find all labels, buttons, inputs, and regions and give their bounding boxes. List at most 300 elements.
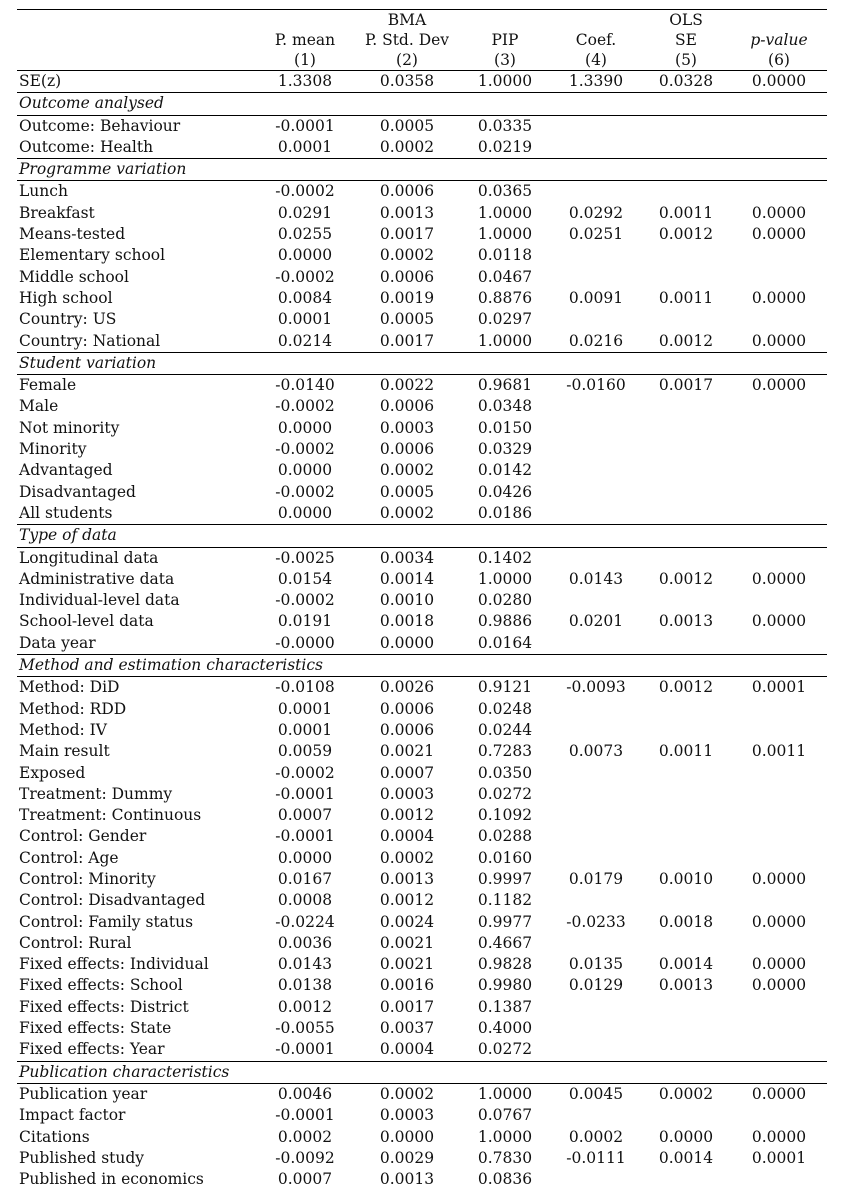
row-label: Longitudinal data (17, 547, 255, 569)
cell-value (731, 805, 827, 826)
row-label: Not minority (19, 418, 120, 437)
table-row (17, 1105, 827, 1126)
cell-value: 0.0012 (379, 891, 435, 910)
table-row (17, 699, 827, 720)
table-row (17, 633, 827, 655)
cell-value (551, 699, 641, 720)
cell-value (551, 633, 641, 655)
row-label: Outcome: Health (19, 137, 154, 156)
cell-value: 0.0292 (568, 203, 624, 222)
row-label: Country: National (19, 331, 161, 350)
row-label: Administrative data (19, 569, 175, 588)
cell-value (731, 396, 827, 417)
cell-value: 0.0150 (477, 418, 533, 437)
row-label: Publication year (17, 1083, 255, 1105)
cell-value: 0.0142 (477, 461, 533, 480)
cell-value: 0.0016 (379, 976, 435, 995)
row-label: Fixed effects: School (19, 976, 183, 995)
row-label: All students (19, 503, 113, 522)
cell-value (641, 997, 731, 1018)
table-row (17, 912, 827, 933)
cell-value: 0.8876 (477, 288, 533, 307)
cell-value: 0.7283 (477, 742, 533, 761)
cell-value: 0.0012 (641, 677, 731, 699)
section-header-row (17, 525, 827, 547)
row-label: Individual-level data (19, 591, 180, 610)
cell-value: -0.0002 (275, 482, 335, 501)
cell-value: 0.0000 (751, 869, 807, 888)
column-number-row (17, 50, 827, 71)
row-label: Method: IV (19, 720, 107, 739)
cell-value: 0.0767 (477, 1106, 533, 1125)
table-row (17, 741, 827, 762)
cell-value: -0.0002 (275, 267, 335, 286)
cell-value: 0.0008 (277, 891, 333, 910)
cell-value: -0.0002 (275, 591, 335, 610)
col-number-2: (2) (396, 51, 418, 69)
cell-value: -0.0000 (275, 633, 335, 652)
cell-value: 0.0026 (355, 677, 459, 699)
cell-value: 0.0011 (751, 742, 807, 761)
cell-value: 0.0073 (568, 742, 624, 761)
row-label: Method: RDD (19, 699, 127, 718)
cell-value: 0.0001 (277, 720, 333, 739)
cell-value: 0.9681 (459, 375, 551, 397)
cell-value: 0.0013 (379, 203, 435, 222)
cell-value (731, 826, 827, 847)
section-header-row (17, 1061, 827, 1083)
cell-value (551, 115, 641, 137)
cell-value: 0.9828 (477, 955, 533, 974)
cell-value: 0.0251 (568, 225, 624, 244)
cell-value: 0.0014 (658, 955, 714, 974)
row-label: Control: Disadvantaged (19, 891, 206, 910)
table-row (17, 611, 827, 632)
cell-value: -0.0001 (275, 827, 335, 846)
cell-value (551, 482, 641, 503)
cell-value (551, 890, 641, 911)
cell-value: 0.0046 (255, 1083, 355, 1105)
cell-value (551, 805, 641, 826)
cell-value (551, 1039, 641, 1061)
row-label: Impact factor (19, 1106, 126, 1125)
cell-value: 1.3390 (551, 71, 641, 93)
row-label: Main result (19, 742, 110, 761)
cell-value: 0.0021 (379, 933, 435, 952)
cell-value: 0.0000 (751, 569, 807, 588)
cell-value (551, 1018, 641, 1039)
cell-value: 0.0000 (379, 633, 435, 652)
row-label: Control: Age (19, 848, 119, 867)
cell-value (641, 547, 731, 569)
se-z-row (17, 71, 827, 93)
cell-value (731, 460, 827, 481)
cell-value: 0.0006 (379, 699, 435, 718)
cell-value (551, 1169, 641, 1190)
cell-value (731, 547, 827, 569)
cell-value: 0.1182 (477, 891, 533, 910)
cell-value: 0.0017 (641, 375, 731, 397)
cell-value: 0.0034 (355, 547, 459, 569)
cell-value (731, 699, 827, 720)
cell-value: 0.0012 (658, 569, 714, 588)
col-header-p-value (731, 30, 827, 50)
cell-value: 0.9977 (477, 912, 533, 931)
cell-value: 0.0036 (277, 933, 333, 952)
cell-value (551, 826, 641, 847)
cell-value: 0.0006 (379, 440, 435, 459)
row-label: Minority (19, 440, 87, 459)
cell-value (551, 181, 641, 203)
cell-value (641, 720, 731, 741)
cell-value (731, 439, 827, 460)
cell-value (641, 826, 731, 847)
row-label: Published in economics (19, 1170, 204, 1189)
cell-value (551, 137, 641, 159)
col-number-5: (5) (675, 51, 697, 69)
column-header-row (17, 30, 827, 50)
cell-value: 0.0002 (355, 1083, 459, 1105)
cell-value (641, 503, 731, 525)
cell-value: 0.0001 (277, 310, 333, 329)
row-label: Data year (19, 633, 96, 652)
table-row (17, 396, 827, 417)
cell-value: 0.7830 (477, 1148, 533, 1167)
cell-value: 0.0022 (355, 375, 459, 397)
cell-value: 0.0059 (277, 742, 333, 761)
cell-value (731, 1169, 827, 1190)
cell-value: 0.9980 (477, 976, 533, 995)
cell-value: 0.0007 (379, 763, 435, 782)
table-row (17, 975, 827, 996)
cell-value: -0.0002 (275, 763, 335, 782)
table-row (17, 1148, 827, 1169)
cell-value (551, 418, 641, 439)
table-row (17, 1127, 827, 1148)
cell-value: 0.0007 (277, 1170, 333, 1189)
bma-ols-table (17, 10, 827, 1190)
cell-value (551, 720, 641, 741)
cell-value (731, 503, 827, 525)
cell-value: -0.0001 (255, 115, 355, 137)
cell-value: -0.0025 (255, 547, 355, 569)
col-number-1: (1) (294, 51, 316, 69)
cell-value: 0.0280 (477, 591, 533, 610)
cell-value (641, 137, 731, 159)
cell-value: 0.0350 (477, 763, 533, 782)
cell-value: 0.0154 (277, 569, 333, 588)
cell-value: 0.0003 (379, 418, 435, 437)
group-label-ols: OLS (669, 11, 703, 29)
cell-value (641, 115, 731, 137)
cell-value: -0.0002 (275, 440, 335, 459)
cell-value (731, 267, 827, 288)
table-row (17, 1169, 827, 1190)
cell-value: -0.0224 (275, 912, 335, 931)
cell-value: 0.0248 (477, 699, 533, 718)
cell-value: 0.0013 (658, 612, 714, 631)
cell-value (641, 699, 731, 720)
cell-value: 0.1387 (477, 997, 533, 1016)
cell-value: 0.0014 (658, 1148, 714, 1167)
cell-value: -0.0055 (275, 1019, 335, 1038)
table-row (17, 677, 827, 699)
table-row (17, 224, 827, 245)
cell-value: 0.0000 (379, 1127, 435, 1146)
cell-value: 0.0013 (658, 976, 714, 995)
table-row (17, 954, 827, 975)
cell-value (551, 396, 641, 417)
cell-value (551, 848, 641, 869)
row-label: Disadvantaged (19, 482, 136, 501)
table-row (17, 720, 827, 741)
cell-value (731, 784, 827, 805)
cell-value: 0.0000 (751, 912, 807, 931)
cell-value (731, 245, 827, 266)
row-label: Fixed effects: Individual (19, 955, 209, 974)
cell-value: 0.0143 (277, 955, 333, 974)
col-number-3: (3) (494, 51, 516, 69)
cell-value: 0.0000 (658, 1127, 714, 1146)
cell-value: 0.0019 (379, 288, 435, 307)
table-row (17, 1018, 827, 1039)
cell-value: 0.0001 (277, 137, 333, 156)
cell-value: 0.0018 (658, 912, 714, 931)
cell-value: -0.0111 (566, 1148, 626, 1167)
cell-value: -0.0002 (255, 181, 355, 203)
cell-value: 0.0002 (379, 503, 435, 522)
cell-value (551, 503, 641, 525)
row-label: Elementary school (19, 246, 166, 265)
table-row (17, 869, 827, 890)
section-title: Programme variation (17, 159, 827, 181)
col-header-pip: PIP (491, 31, 519, 49)
cell-value: 1.0000 (477, 225, 533, 244)
table-row (17, 460, 827, 481)
cell-value: 0.0291 (277, 203, 333, 222)
table-row (17, 848, 827, 869)
cell-value: 0.0219 (477, 137, 533, 156)
cell-value (731, 720, 827, 741)
cell-value (641, 482, 731, 503)
cell-value: 1.0000 (477, 331, 533, 350)
col-number-6: (6) (768, 51, 790, 69)
cell-value: 0.0014 (379, 569, 435, 588)
cell-value: 0.0017 (379, 225, 435, 244)
cell-value: 0.0010 (658, 869, 714, 888)
section-title: Type of data (17, 525, 827, 547)
table-row (17, 763, 827, 784)
cell-value (641, 245, 731, 266)
cell-value: 0.0003 (379, 784, 435, 803)
cell-value: 0.0297 (477, 310, 533, 329)
cell-value (641, 848, 731, 869)
cell-value: 0.0004 (379, 827, 435, 846)
table-row (17, 933, 827, 954)
cell-value: 0.0012 (658, 331, 714, 350)
cell-value: 0.9121 (459, 677, 551, 699)
cell-value: 0.0006 (355, 181, 459, 203)
cell-value (731, 1039, 827, 1061)
cell-value (731, 763, 827, 784)
cell-value: 0.0006 (379, 720, 435, 739)
table-row (17, 115, 827, 137)
table-row (17, 137, 827, 159)
cell-value: 0.0216 (568, 331, 624, 350)
cell-value: -0.0001 (275, 1040, 335, 1059)
table-row (17, 375, 827, 397)
cell-value: 0.0167 (277, 869, 333, 888)
cell-value: 1.0000 (477, 1127, 533, 1146)
col-number-4: (4) (585, 51, 607, 69)
cell-value (641, 890, 731, 911)
cell-value: 0.0214 (277, 331, 333, 350)
cell-value (641, 633, 731, 655)
cell-value: 0.0002 (379, 848, 435, 867)
row-label: Male (19, 397, 59, 416)
table-row (17, 418, 827, 439)
cell-value: 0.0012 (277, 997, 333, 1016)
row-label: Fixed effects: District (19, 997, 189, 1016)
row-label: Control: Family status (19, 912, 194, 931)
cell-value (641, 1169, 731, 1190)
cell-value: 1.0000 (477, 569, 533, 588)
cell-value (551, 267, 641, 288)
table-row (17, 288, 827, 309)
table-row (17, 590, 827, 611)
group-header-row (17, 10, 827, 30)
row-label: Female (17, 375, 255, 397)
table-row (17, 569, 827, 590)
section-header-row (17, 93, 827, 115)
row-label: Treatment: Dummy (19, 784, 173, 803)
cell-value: 0.0118 (477, 246, 533, 265)
cell-value: 0.0005 (379, 482, 435, 501)
cell-value: 0.0255 (277, 225, 333, 244)
cell-value: 0.0000 (277, 418, 333, 437)
row-label: Fixed effects: State (19, 1019, 172, 1038)
table-row (17, 309, 827, 330)
cell-value: 1.0000 (459, 71, 551, 93)
cell-value: 0.0017 (379, 997, 435, 1016)
cell-value: 1.0000 (477, 203, 533, 222)
cell-value (731, 633, 827, 655)
cell-value: 0.0000 (277, 246, 333, 265)
cell-value: 0.0013 (379, 869, 435, 888)
cell-value (641, 805, 731, 826)
cell-value (551, 309, 641, 330)
cell-value (551, 590, 641, 611)
cell-value (731, 482, 827, 503)
cell-value: 0.0024 (379, 912, 435, 931)
table-row (17, 439, 827, 460)
cell-value (551, 547, 641, 569)
row-label: Treatment: Continuous (19, 806, 202, 825)
group-label-bma: BMA (387, 11, 427, 29)
cell-value: 0.0000 (751, 225, 807, 244)
cell-value: 0.0160 (477, 848, 533, 867)
table-row (17, 1039, 827, 1061)
cell-value (731, 997, 827, 1018)
cell-value (641, 267, 731, 288)
cell-value (551, 933, 641, 954)
cell-value: 0.0013 (379, 1170, 435, 1189)
cell-value (551, 460, 641, 481)
cell-value (731, 1018, 827, 1039)
cell-value (731, 181, 827, 203)
table-row (17, 181, 827, 203)
col-header-p-mean: P. mean (274, 31, 336, 49)
cell-value (641, 418, 731, 439)
cell-value (641, 763, 731, 784)
cell-value (551, 763, 641, 784)
row-label: Control: Minority (19, 869, 156, 888)
cell-value: -0.0160 (551, 375, 641, 397)
cell-value: 0.0011 (658, 203, 714, 222)
cell-value: 0.9997 (477, 869, 533, 888)
cell-value: -0.0108 (255, 677, 355, 699)
cell-value: 0.0010 (379, 591, 435, 610)
cell-value: 0.0836 (477, 1170, 533, 1189)
cell-value: 1.3308 (255, 71, 355, 93)
cell-value (641, 933, 731, 954)
row-label: SE(z) (17, 71, 255, 93)
cell-value: 0.0006 (379, 267, 435, 286)
cell-value: -0.0092 (275, 1148, 335, 1167)
cell-value: 0.0329 (477, 440, 533, 459)
cell-value (731, 1105, 827, 1126)
cell-value: 0.0002 (641, 1083, 731, 1105)
cell-value (641, 460, 731, 481)
row-label: Fixed effects: Year (19, 1040, 165, 1059)
cell-value: 0.0000 (751, 612, 807, 631)
cell-value: 0.0272 (477, 1040, 533, 1059)
cell-value: 0.0129 (568, 976, 624, 995)
cell-value: 0.0000 (751, 955, 807, 974)
cell-value (641, 1105, 731, 1126)
row-label: Advantaged (19, 461, 113, 480)
cell-value (551, 245, 641, 266)
cell-value (641, 309, 731, 330)
cell-value (641, 1018, 731, 1039)
cell-value (641, 1039, 731, 1061)
table-row (17, 784, 827, 805)
cell-value: 0.0037 (379, 1019, 435, 1038)
cell-value: 0.9886 (477, 612, 533, 631)
cell-value (731, 137, 827, 159)
cell-value: 0.0467 (477, 267, 533, 286)
cell-value: 0.0005 (355, 115, 459, 137)
cell-value: 0.0186 (477, 503, 533, 522)
cell-value: 0.1092 (477, 806, 533, 825)
cell-value (551, 1105, 641, 1126)
cell-value: -0.0093 (551, 677, 641, 699)
cell-value: 0.0328 (641, 71, 731, 93)
cell-value: 0.0045 (551, 1083, 641, 1105)
row-label: Middle school (19, 267, 129, 286)
table-row (17, 826, 827, 847)
cell-value: 0.0004 (379, 1040, 435, 1059)
col-header-p-value-text: p-value (750, 31, 808, 49)
row-label: Lunch (17, 181, 255, 203)
cell-value (731, 590, 827, 611)
cell-value: 0.0002 (277, 1127, 333, 1146)
row-label: Control: Rural (19, 933, 132, 952)
cell-value: 0.0002 (379, 246, 435, 265)
cell-value: 0.0000 (751, 1127, 807, 1146)
cell-value (731, 933, 827, 954)
cell-value: -0.0001 (275, 1106, 335, 1125)
